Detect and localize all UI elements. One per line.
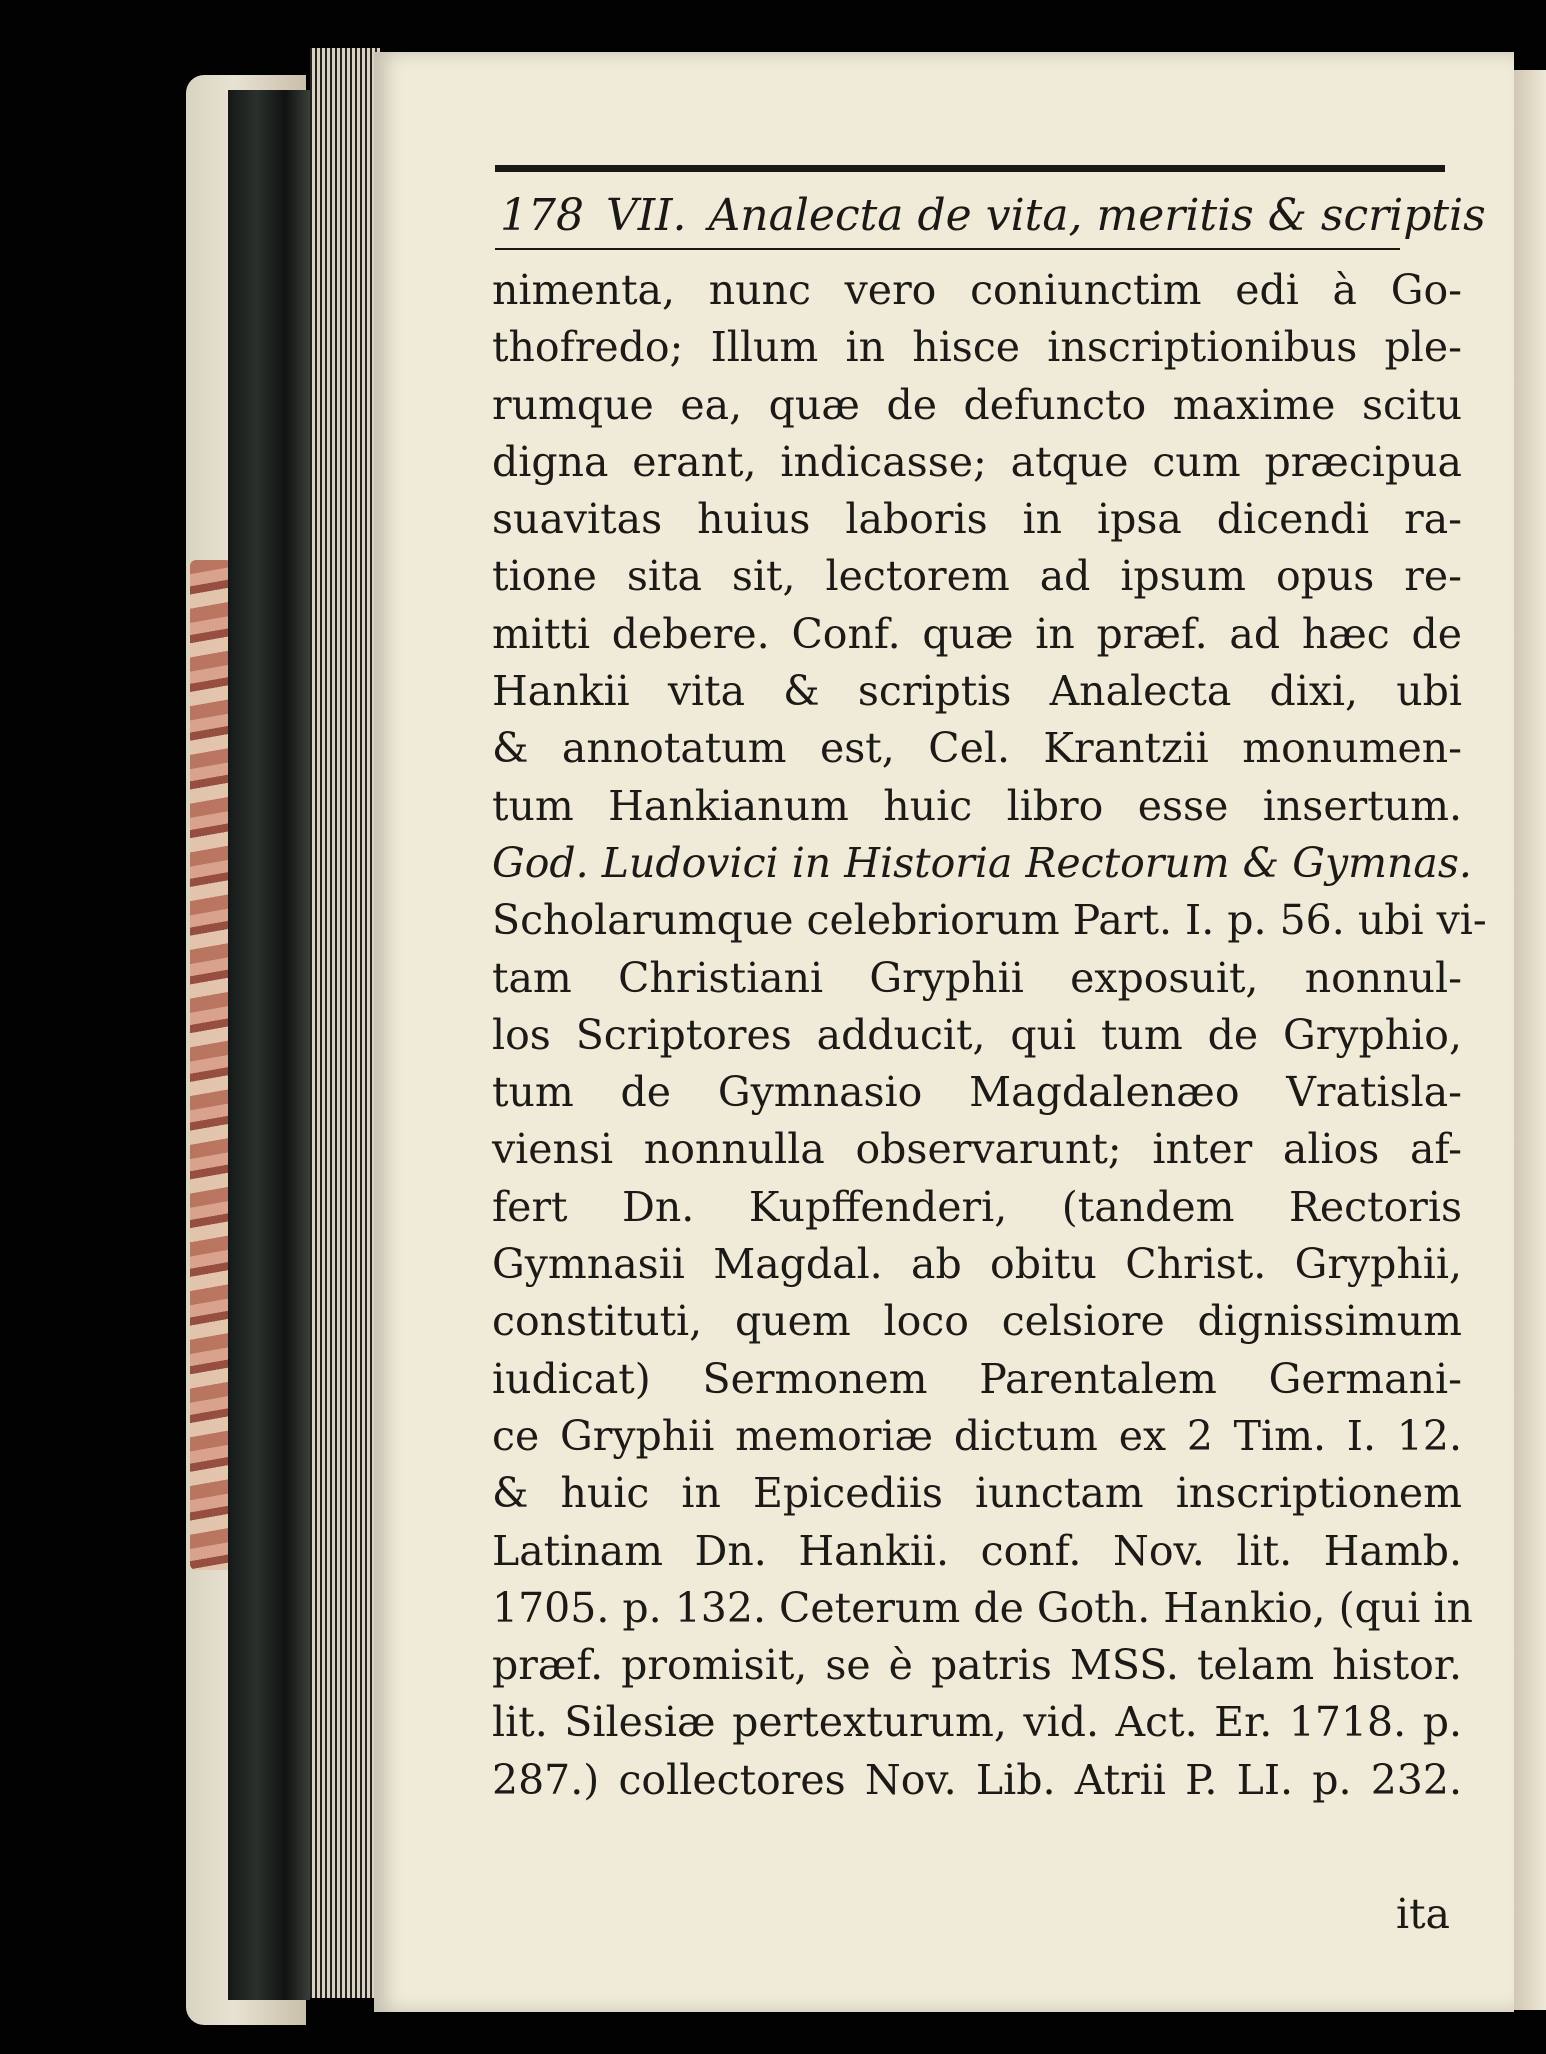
text-line: digna erant, indicasse; atque cum præcipua xyxy=(492,437,1462,486)
body-text xyxy=(492,262,1487,1809)
text-line: tum Hankianum huic libro esse insertum. xyxy=(492,781,1462,830)
text-line: ce Gryphii memoriæ dictum ex 2 Tim. I. 12. xyxy=(492,1411,1462,1460)
text-line: 1705. p. 132. Ceterum de Goth. Hankio, (qui in xyxy=(492,1583,1473,1632)
text-line: lit. Silesiæ pertexturum, vid. Act. Er. 1718. p. xyxy=(492,1698,1462,1747)
marbled-endpaper xyxy=(190,560,232,1570)
running-head xyxy=(500,188,1486,244)
book-spine xyxy=(228,90,310,2000)
running-title: Analecta de vita, meritis & scriptis xyxy=(708,190,1486,241)
text-line: Hankii vita & scriptis Analecta dixi, ubi xyxy=(492,667,1462,716)
text-line: præf. promisit, se è patris MSS. telam histor. xyxy=(492,1641,1462,1690)
text-line: Latinam Dn. Hankii. conf. Nov. lit. Hamb. xyxy=(492,1526,1462,1575)
text-line: thofredo; Illum in hisce inscriptionibus ple- xyxy=(492,323,1462,372)
text-line: constituti, quem loco celsiore dignissimum xyxy=(492,1297,1462,1346)
text-line: iudicat) Sermonem Parentalem Germani- xyxy=(492,1354,1462,1403)
text-line: tum de Gymnasio Magdalenæo Vratisla- xyxy=(492,1068,1462,1117)
text-line: mitti debere. Conf. quæ in præf. ad hæc de xyxy=(492,609,1462,658)
chapter-number: VII. xyxy=(605,190,687,241)
text-line: tione sita sit, lectorem ad ipsum opus re- xyxy=(492,552,1462,601)
text-line: Scholarumque celebriorum Part. I. p. 56. ubi vi- xyxy=(492,896,1487,945)
text-line: nimenta, nunc vero coniunctim edi à Go- xyxy=(492,266,1462,314)
text-line: 287.) collectores Nov. Lib. Atrii P. LI. p. 232. xyxy=(492,1755,1462,1804)
page-number: 178 xyxy=(500,190,584,241)
text-line: rumque ea, quæ de defuncto maxime scitu xyxy=(492,380,1462,429)
text-line: & huic in Epicediis iunctam inscriptionem xyxy=(492,1469,1462,1518)
text-line: & annotatum est, Cel. Krantzii monumen- xyxy=(492,724,1462,773)
catchword: ita xyxy=(1395,1890,1450,1938)
text-line: Gymnasii Magdal. ab obitu Christ. Gryphii, xyxy=(492,1240,1462,1289)
text-line: fert Dn. Kupffenderi, (tandem Rectoris xyxy=(492,1182,1462,1231)
page-stack-edges xyxy=(310,48,380,1998)
text-line: God. Ludovici in Historia Rectorum & Gymnas. xyxy=(492,838,1472,887)
header-bottom-rule xyxy=(495,248,1400,250)
text-line: tam Christiani Gryphii exposuit, nonnul- xyxy=(492,953,1462,1002)
text-line: suavitas huius laboris in ipsa dicendi ra- xyxy=(492,495,1462,544)
header-top-rule xyxy=(495,165,1445,172)
facing-page-edge xyxy=(1512,70,1546,2010)
text-line: viensi nonnulla observarunt; inter alios af- xyxy=(492,1125,1462,1174)
text-line: los Scriptores adducit, qui tum de Gryphio, xyxy=(492,1010,1462,1059)
